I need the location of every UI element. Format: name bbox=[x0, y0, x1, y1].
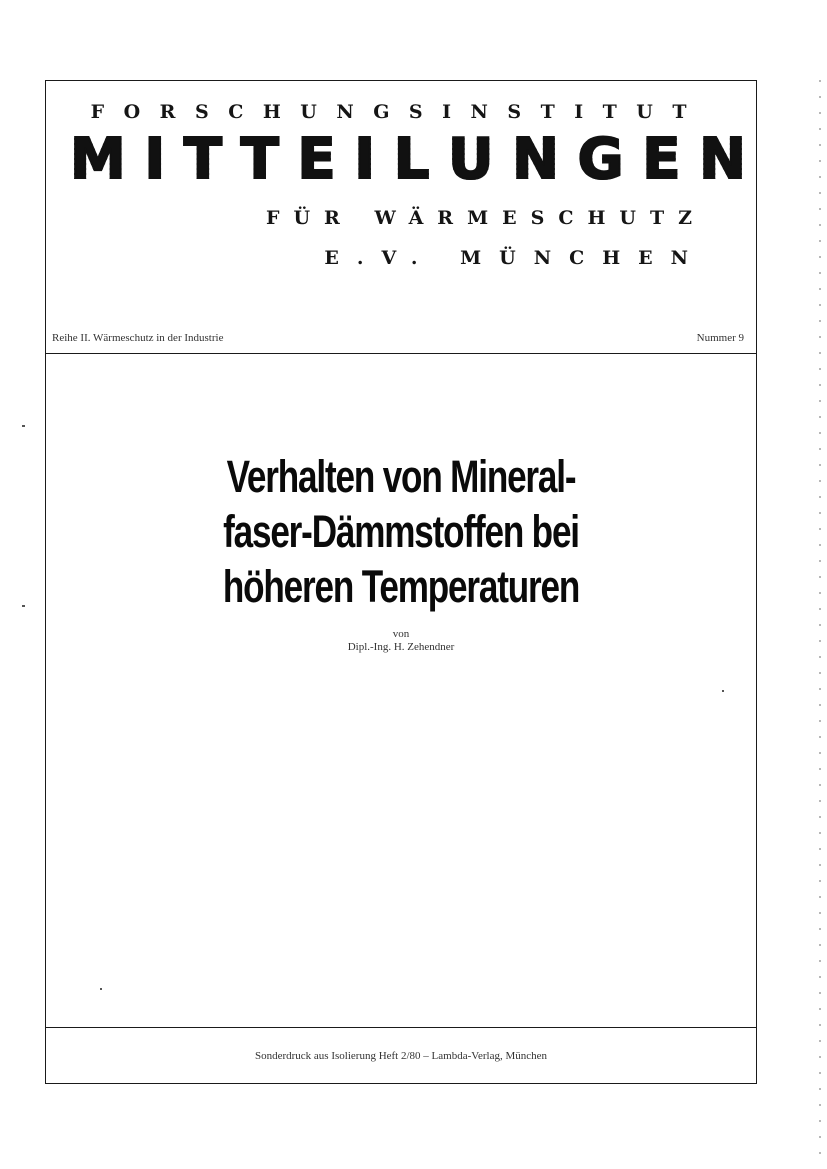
scan-speck bbox=[100, 988, 102, 990]
page-frame bbox=[45, 80, 757, 1084]
masthead-letter: L bbox=[393, 127, 430, 192]
masthead-letter: T bbox=[183, 127, 222, 192]
masthead-letter: G bbox=[577, 127, 624, 192]
masthead-letter: N bbox=[699, 127, 746, 192]
masthead-letter: N bbox=[512, 127, 560, 192]
institute-name-line-1: FORSCHUNGSINSTITUT bbox=[90, 101, 706, 123]
publication-title bbox=[70, 127, 746, 192]
title-line-2: faser-Dämmstoffen bei bbox=[223, 506, 579, 557]
masthead-letter: U bbox=[448, 127, 494, 192]
series-label: Reihe II. Wärmeschutz in der Industrie bbox=[52, 332, 224, 344]
masthead-letter: I bbox=[144, 127, 166, 192]
article-title bbox=[124, 449, 678, 614]
institute-name-line-3: E.V. MÜNCHEN bbox=[324, 247, 706, 269]
scan-speck bbox=[722, 690, 724, 692]
scan-speck bbox=[22, 425, 25, 427]
scan-edge-marks bbox=[819, 80, 821, 1160]
scan-speck bbox=[22, 605, 25, 607]
masthead-letter: E bbox=[297, 127, 336, 192]
by-word: von bbox=[392, 628, 410, 640]
issue-number: Nummer 9 bbox=[696, 332, 744, 344]
reprint-note: Sonderdruck aus Isolierung Heft 2/80 – Lambda-Verlag, München bbox=[254, 1050, 548, 1062]
header-divider bbox=[46, 353, 756, 354]
masthead-letter: M bbox=[70, 127, 126, 192]
masthead-letter: I bbox=[354, 127, 376, 192]
title-line-3: höheren Temperaturen bbox=[222, 561, 580, 612]
institute-name-line-2: FÜR WÄRMESCHUTZ bbox=[265, 207, 706, 229]
masthead-letter: T bbox=[240, 127, 279, 192]
footer-divider bbox=[46, 1027, 756, 1028]
author-name: Dipl.-Ing. H. Zehendner bbox=[347, 641, 455, 653]
masthead-letter: E bbox=[642, 127, 681, 192]
title-line-1: Verhalten von Mineral- bbox=[226, 451, 576, 502]
